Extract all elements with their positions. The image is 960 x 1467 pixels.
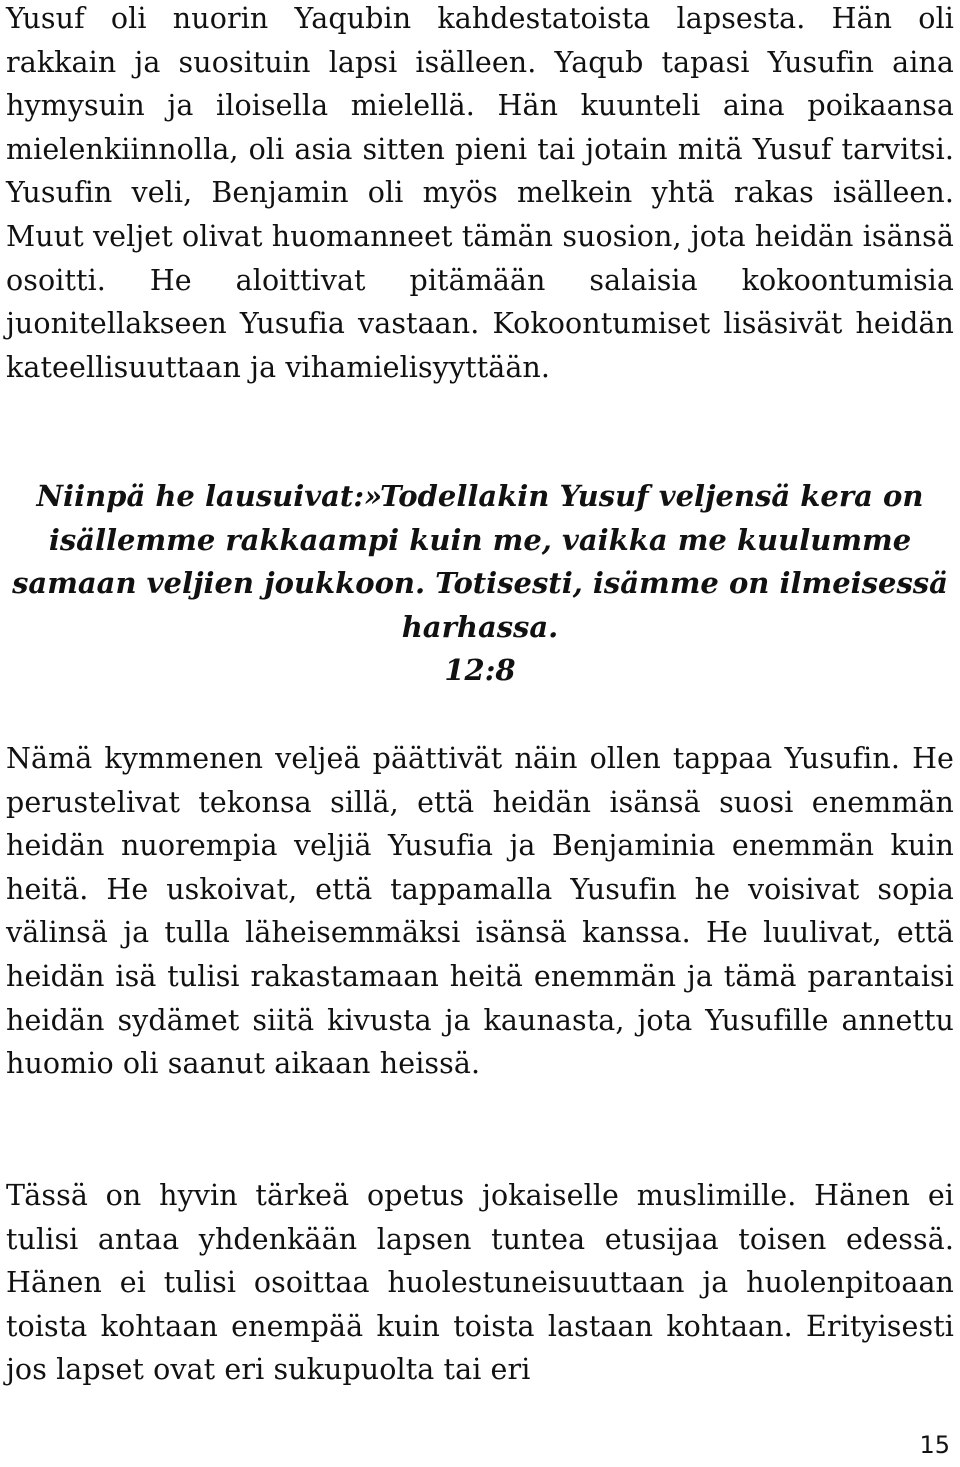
paragraph-yusuf-favored: Yusuf oli nuorin Yaqubin kahdestatoista lapsesta. Hän oli rakkain ja suosituin lapsi isälleen. Yaqub tapasi Yusufin aina hymysuin ja iloisella mielellä. Hän kuunteli aina poikaansa mielenkiinnolla, oli asia sitten pieni tai jotain mitä Yusuf tarvitsi. Yusufin veli, Benjamin oli myös melkein yhtä rakas isälleen. Muut veljet olivat huomanneet tämän suosion, jota heidän isänsä osoitti. He aloittivat pitämään salaisia kokoontumisia juonitellakseen Yusufia vastaan. Kokoontumiset lisäsivät heidän kateellisuuttaan ja vihamielisyyttään. bbox=[6, 2, 954, 384]
paragraph-lesson: Tässä on hyvin tärkeä opetus jokaiselle muslimille. Hänen ei tulisi antaa yhdenkään lapsen tuntea etusijaa toisen edessä. Hänen ei tulisi osoittaa huolestuneisuuttaan ja huolenpitoaan toista kohtaan enempää kuin toista lastaan kohtaan. Erityisesti jos lapset ovat eri sukupuolta tai eri bbox=[6, 1179, 954, 1387]
document-page bbox=[6, 0, 954, 1467]
quote-text: Niinpä he lausuivat:»Todellakin Yusuf veljensä kera on isällemme rakkaampi kuin me, vaikka me kuulumme samaan veljien joukkoon. Totisesti, isämme on ilmeisessä harhassa. bbox=[12, 479, 948, 644]
page-number: 15 bbox=[919, 1431, 950, 1459]
verse-reference: 12:8 bbox=[444, 653, 516, 688]
paragraph-brothers-plan: Nämä kymmenen veljeä päättivät näin ollen tappaa Yusufin. He perustelivat tekonsa sillä, että heidän isänsä suosi enemmän heidän nuorempia veljiä Yusufia ja Benjaminia enemmän kuin heitä. He uskoivat, että tappamalla Yusufin he voisivat sopia välinsä ja tulla läheisemmäksi isänsä kanssa. He luulivat, että heidän isä tulisi rakastamaan heitä enemmän ja tämä parantaisi heidän sydämet siitä kivusta ja kaunasta, jota Yusufille annettu huomio oli saanut aikaan heissä. bbox=[6, 742, 954, 1081]
quran-quote bbox=[6, 475, 954, 693]
